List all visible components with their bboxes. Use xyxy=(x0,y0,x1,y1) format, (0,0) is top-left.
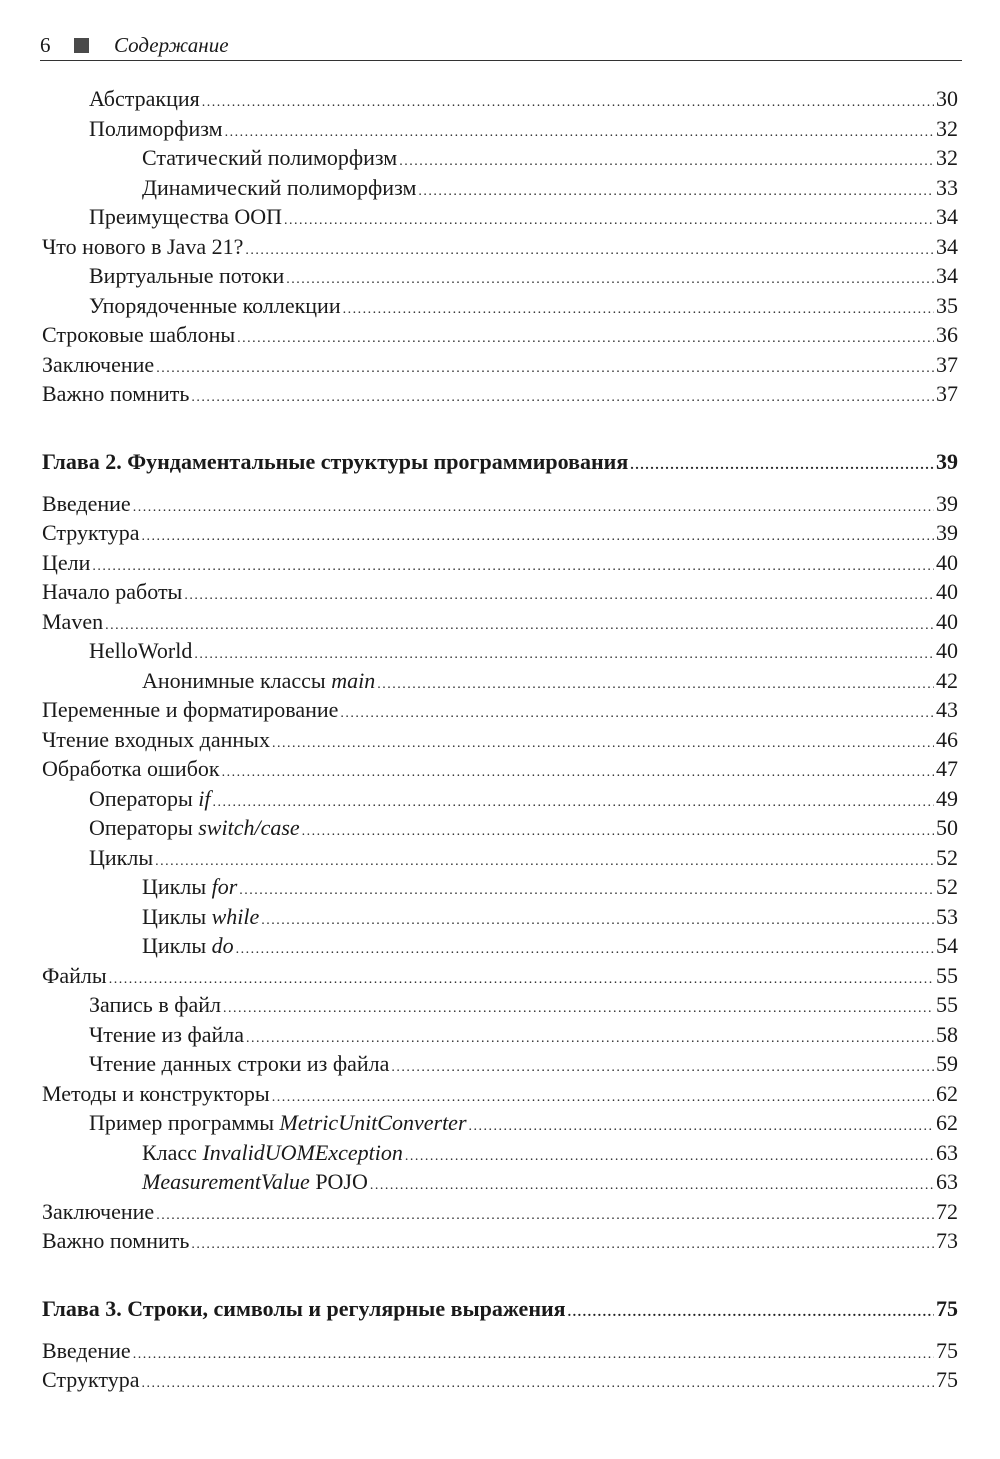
toc-entry-title xyxy=(89,1020,244,1050)
toc-entry[interactable] xyxy=(42,577,958,607)
toc-entry-title xyxy=(89,843,153,873)
toc-entry-title xyxy=(89,1108,467,1138)
dot-leader xyxy=(239,872,934,906)
dot-leader xyxy=(184,577,934,611)
dot-leader xyxy=(630,447,934,481)
toc-entry-page: 42 xyxy=(936,667,958,693)
dot-leader xyxy=(469,1108,934,1142)
dot-leader xyxy=(370,1167,934,1201)
toc-entry[interactable] xyxy=(42,173,958,203)
toc-entry-title xyxy=(89,784,210,814)
toc-entry-title xyxy=(42,577,182,607)
toc-entry-page: 46 xyxy=(936,726,958,752)
toc-entry-title-text: Запись в файл xyxy=(89,992,221,1017)
dot-leader xyxy=(286,261,934,295)
toc-entry-page: 55 xyxy=(936,992,958,1017)
page-number: 6 xyxy=(40,33,51,57)
toc-entry-title-text: Обработка ошибок xyxy=(42,756,220,781)
toc-entry-title xyxy=(42,1079,270,1109)
toc-entry-title xyxy=(142,902,259,932)
toc-entry[interactable] xyxy=(42,666,958,696)
toc-entry-page: 54 xyxy=(936,933,958,958)
toc-entry[interactable] xyxy=(42,607,958,637)
toc-entry-title-code: switch/case xyxy=(198,815,300,840)
toc-entry-title: Структура xyxy=(42,1367,140,1392)
dot-leader xyxy=(109,961,934,995)
toc-entry-title xyxy=(142,666,375,696)
toc-entry[interactable] xyxy=(42,1365,958,1395)
dot-leader xyxy=(343,291,934,325)
toc-entry-page: 33 xyxy=(936,174,958,200)
dot-leader xyxy=(191,379,934,413)
toc-entry[interactable] xyxy=(42,1336,958,1366)
toc-entry[interactable] xyxy=(42,291,958,321)
dot-leader xyxy=(418,173,934,207)
dot-leader xyxy=(202,84,934,118)
toc-entry-page: 40 xyxy=(936,549,958,575)
toc-entry-title-code: MetricUnitConverter xyxy=(279,1110,467,1135)
toc-entry[interactable] xyxy=(42,379,958,409)
table-of-contents xyxy=(42,84,958,1395)
dot-leader xyxy=(225,114,934,148)
toc-entry-title-code: for xyxy=(211,874,238,899)
toc-entry-page: 52 xyxy=(936,874,958,899)
toc-entry-title-text: Важно помнить xyxy=(42,1228,190,1253)
toc-entry-title-text: Чтение данных строки из файла xyxy=(89,1051,390,1076)
toc-entry-title: Глава 2. Фундаментальные структуры программирования xyxy=(42,448,629,474)
toc-entry[interactable] xyxy=(42,1167,958,1197)
toc-entry-page: 75 xyxy=(936,1337,958,1363)
toc-entry-title-text: Начало работы xyxy=(42,579,183,604)
toc-entry-title xyxy=(42,607,103,637)
toc-entry-title xyxy=(89,813,300,843)
toc-entry-title-code: InvalidUOMException xyxy=(202,1139,403,1165)
toc-entry[interactable] xyxy=(42,548,958,578)
dot-leader xyxy=(272,725,934,759)
dot-leader xyxy=(105,607,934,641)
dot-leader xyxy=(141,518,934,552)
toc-entry-title xyxy=(142,1167,368,1197)
toc-entry-title xyxy=(42,1226,189,1256)
toc-entry-title-text: Циклы xyxy=(142,874,212,899)
toc-entry-title-text: Циклы xyxy=(89,844,154,870)
toc-entry-page: 37 xyxy=(936,351,958,377)
toc-entry-title-text: Файлы xyxy=(42,962,107,988)
toc-entry-page: 43 xyxy=(936,697,958,722)
toc-entry-title: Абстракция xyxy=(89,86,200,111)
toc-entry-title-text: Структура xyxy=(42,520,140,545)
toc-entry-page: 35 xyxy=(936,292,958,318)
toc-entry-title-text: Переменные и форматирование xyxy=(42,697,339,722)
toc-entry-page: 75 xyxy=(936,1367,958,1392)
toc-entry-page: 40 xyxy=(936,608,958,634)
toc-entry-title xyxy=(89,636,192,666)
dot-leader xyxy=(405,1138,934,1172)
toc-entry-title-text: Чтение входных данных xyxy=(42,726,270,752)
toc-entry-title: Статический полиморфизм xyxy=(142,145,398,170)
toc-entry[interactable] xyxy=(42,725,958,755)
toc-entry-page: 40 xyxy=(936,638,958,663)
toc-entry[interactable] xyxy=(42,1020,958,1050)
toc-entry-page: 52 xyxy=(936,844,958,870)
toc-entry[interactable] xyxy=(42,114,958,144)
toc-entry[interactable] xyxy=(42,843,958,873)
dot-leader xyxy=(133,489,934,523)
toc-entry-title-text: Операторы xyxy=(89,815,199,840)
toc-entry[interactable] xyxy=(42,784,958,814)
toc-entry-title-text: Циклы xyxy=(142,933,212,958)
dot-leader xyxy=(133,1336,934,1370)
toc-entry-page: 73 xyxy=(936,1228,958,1253)
toc-entry-page: 34 xyxy=(936,204,958,229)
dot-leader xyxy=(245,232,934,266)
toc-entry[interactable] xyxy=(42,84,958,114)
toc-entry-title-code: while xyxy=(211,903,260,929)
dot-leader xyxy=(399,143,934,177)
dot-leader xyxy=(340,695,934,729)
toc-entry[interactable] xyxy=(42,1197,958,1227)
toc-entry-page: 53 xyxy=(936,903,958,929)
toc-entry[interactable] xyxy=(42,902,958,932)
toc-entry-title xyxy=(142,931,234,961)
dot-leader xyxy=(92,548,934,582)
toc-entry[interactable] xyxy=(42,1138,958,1168)
toc-entry-page: 58 xyxy=(936,1021,958,1047)
dot-leader xyxy=(223,990,934,1024)
toc-entry-title-text: Maven xyxy=(42,608,104,634)
toc-entry[interactable] xyxy=(42,636,958,666)
toc-entry-title-text: Пример программы xyxy=(89,1110,280,1135)
dot-leader xyxy=(261,902,934,936)
toc-entry-title-text: Операторы xyxy=(89,785,199,811)
dot-leader xyxy=(391,1049,934,1083)
toc-entry-title-code: main xyxy=(331,667,376,693)
toc-entry-title xyxy=(89,990,221,1020)
toc-entry[interactable] xyxy=(42,1108,958,1138)
toc-entry-title: Динамический полиморфизм xyxy=(142,174,417,200)
toc-entry[interactable] xyxy=(42,1079,958,1109)
dot-leader xyxy=(156,350,934,384)
toc-entry-page: 49 xyxy=(936,785,958,811)
toc-entry-title xyxy=(42,1197,154,1227)
toc-entry-page: 37 xyxy=(936,381,958,406)
toc-entry-page: 50 xyxy=(936,815,958,840)
toc-entry-title xyxy=(42,695,338,725)
toc-entry-title-code: if xyxy=(198,785,211,811)
toc-entry[interactable] xyxy=(42,1049,958,1079)
toc-entry-page: 40 xyxy=(936,579,958,604)
toc-entry-title: Строковые шаблоны xyxy=(42,322,236,347)
square-marker-icon xyxy=(74,38,89,53)
page-header xyxy=(40,30,962,61)
toc-entry-page: 75 xyxy=(936,1295,958,1321)
toc-entry-title xyxy=(42,518,139,548)
toc-group-2 xyxy=(42,489,958,1256)
dot-leader xyxy=(302,813,934,847)
toc-entry-title: Глава 3. Строки, символы и регулярные выражения xyxy=(42,1295,566,1321)
toc-entry[interactable] xyxy=(42,232,958,262)
toc-entry-page: 39 xyxy=(936,448,958,474)
toc-entry-title xyxy=(42,961,107,991)
toc-entry[interactable] xyxy=(42,489,958,519)
toc-entry-page: 55 xyxy=(936,962,958,988)
toc-chapter-2[interactable] xyxy=(42,447,958,477)
toc-entry-page: 59 xyxy=(936,1051,958,1076)
toc-entry-page: 32 xyxy=(936,115,958,141)
toc-entry-page: 32 xyxy=(936,145,958,170)
toc-entry-page: 63 xyxy=(936,1169,958,1194)
toc-entry-title-text: Анонимные классы xyxy=(142,667,332,693)
toc-entry-title-text: Чтение из файла xyxy=(89,1021,244,1047)
dot-leader xyxy=(194,636,934,670)
dot-leader xyxy=(222,754,934,788)
toc-entry-title: Виртуальные потоки xyxy=(89,263,285,288)
toc-entry[interactable] xyxy=(42,320,958,350)
toc-entry-title: Полиморфизм xyxy=(89,115,223,141)
toc-entry[interactable] xyxy=(42,1226,958,1256)
toc-entry-page: 30 xyxy=(936,86,958,111)
dot-leader xyxy=(212,784,934,818)
toc-entry-title: Введение xyxy=(42,1337,131,1363)
toc-entry-title-text: Циклы xyxy=(142,903,212,929)
toc-group-1 xyxy=(42,84,958,409)
dot-leader xyxy=(237,320,934,354)
dot-leader xyxy=(568,1294,934,1328)
toc-entry[interactable] xyxy=(42,754,958,784)
toc-entry-title: Преимущества ООП xyxy=(89,204,283,229)
toc-entry-title xyxy=(42,489,131,519)
toc-entry-title-text: Класс xyxy=(142,1139,203,1165)
dot-leader xyxy=(377,666,934,700)
toc-entry-title-code: MeasurementValue xyxy=(142,1169,310,1194)
toc-entry-title xyxy=(89,1049,389,1079)
toc-entry-title xyxy=(42,754,220,784)
toc-entry[interactable] xyxy=(42,961,958,991)
toc-entry-title xyxy=(142,872,237,902)
toc-group-3 xyxy=(42,1336,958,1395)
toc-entry-title-text: Заключение xyxy=(42,1198,155,1224)
toc-entry-title-text: Введение xyxy=(42,490,131,516)
toc-entry-title: Важно помнить xyxy=(42,381,190,406)
toc-entry-title: Упорядоченные коллекции xyxy=(89,292,341,318)
toc-entry-title xyxy=(42,548,90,578)
toc-entry-title-text: POJO xyxy=(309,1169,368,1194)
toc-entry[interactable] xyxy=(42,518,958,548)
toc-entry-page: 47 xyxy=(936,756,958,781)
toc-entry[interactable] xyxy=(42,695,958,725)
toc-entry-page: 36 xyxy=(936,322,958,347)
dot-leader xyxy=(141,1365,934,1399)
toc-entry-page: 62 xyxy=(936,1110,958,1135)
toc-entry-title-text: HelloWorld xyxy=(89,638,193,663)
toc-entry[interactable] xyxy=(42,813,958,843)
toc-entry-page: 72 xyxy=(936,1198,958,1224)
toc-entry-title xyxy=(42,725,270,755)
toc-entry-page: 62 xyxy=(936,1080,958,1106)
toc-entry-title-text: Методы и конструкторы xyxy=(42,1080,270,1106)
toc-entry-title: Заключение xyxy=(42,351,155,377)
running-title: Содержание xyxy=(114,33,229,57)
toc-entry-title-text: Цели xyxy=(42,549,91,575)
dot-leader xyxy=(284,202,934,236)
dot-leader xyxy=(155,843,934,877)
toc-entry[interactable] xyxy=(42,261,958,291)
dot-leader xyxy=(272,1079,934,1113)
toc-entry-title xyxy=(142,1138,403,1168)
toc-entry[interactable] xyxy=(42,350,958,380)
toc-entry-page: 63 xyxy=(936,1139,958,1165)
toc-entry[interactable] xyxy=(42,202,958,232)
toc-entry-page: 39 xyxy=(936,490,958,516)
toc-entry-page: 39 xyxy=(936,520,958,545)
toc-entry-title-code: do xyxy=(211,933,234,958)
dot-leader xyxy=(191,1226,934,1260)
toc-entry-page: 34 xyxy=(936,263,958,288)
toc-entry[interactable] xyxy=(42,143,958,173)
toc-entry-page: 34 xyxy=(936,233,958,259)
dot-leader xyxy=(246,1020,934,1054)
toc-entry[interactable] xyxy=(42,990,958,1020)
toc-entry-title: Что нового в Java 21? xyxy=(42,233,244,259)
dot-leader xyxy=(236,931,934,965)
toc-chapter-3[interactable] xyxy=(42,1294,958,1324)
toc-entry[interactable] xyxy=(42,872,958,902)
toc-entry[interactable] xyxy=(42,931,958,961)
dot-leader xyxy=(156,1197,934,1231)
